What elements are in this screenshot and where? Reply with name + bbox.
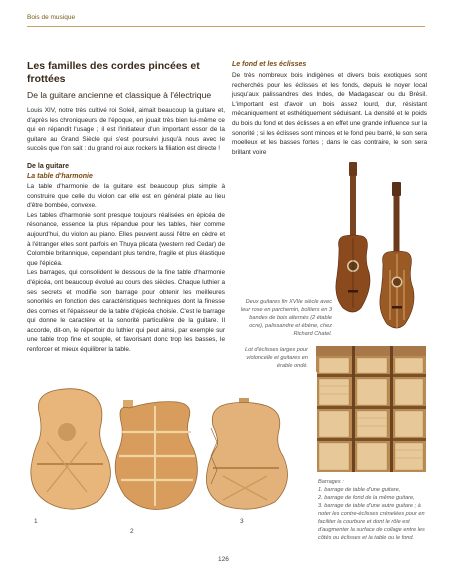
header-rule [27, 26, 425, 27]
page-title: Les familles des cordes pincées et frottées [27, 60, 200, 85]
figure-number-1: 1 [34, 518, 38, 525]
caption-barrages [318, 478, 430, 542]
barrages-item-3: 3. barrage de table d'une autre guitare ; à noter les contre-éclisses crénelées pour en faciliter la courbure et dont le rôle est d'augmenter la surface de collage entre les côtés ou éclisses et la table ou le fond. [318, 503, 425, 541]
body-3-top [206, 398, 287, 509]
page-subtitle: De la guitare ancienne et classique à l'électrique [27, 90, 212, 100]
body-1-top [31, 389, 111, 510]
paragraph-2: Les tables d'harmonie sont presque toujours réalisées en épicéa de résonance, essence la plus répandue pour les tables, hier comme aujourd'hui, du violon au piano. Elles peuvent aussi l'être en cèdre et à l'étranger elles sont parfois en Thuya plicata (western red Cedar) de Colombie britannique, cependant plus tendre, fragile et plus élastique que l'épicéa. [27, 211, 225, 267]
paragraph-3: Les barrages, qui consolident le dessous de la fine table d'harmonie d'épicéa, ont beaucoup évolué au cours des siècles. Chaque luthier a ses secrets et modifie son barrage pour obtenir les meilleures sonorités en fonction des caractéristiques techniques dont la finesse des cornes et l'épaisseur de la table d'épicéa choisie. C'est le barrage qui donne le caractère et la sonorité particulière de la guitare. Il accorde, dit-on, le répertoir du luthier qui peut ainsi, par exemple sur une table trop fine et souple, et favorisant donc trop les basses, le renforcer et mieux équilibrer la table. [27, 269, 225, 354]
barrages-title: Barrages : [318, 479, 344, 485]
barrages-item-1: 1. barrage de table d'une guitare, [318, 487, 401, 493]
bracing-photo [27, 372, 317, 514]
caption-eclisses: Lot d'éclisses larges pour violoncelle et guitares en érable ondé. [245, 347, 308, 369]
left-column [27, 60, 225, 355]
right-subtitle: Le fond et les éclisses [232, 61, 307, 68]
right-paragraph: De très nombreux bois indigènes et divers bois exotiques sont recherchés pour les éclisses et les fonds, depuis le noyer local jusqu'aux palissandres des Indes, de Madagascar ou du Brésil. L'important est d'avoir un bois assez lourd, dur, résistant mécaniquement et esthétiquement séduisant. La densité et le poids du bois du fond et des éclisses a en effet une grande influence sur la sonorité ; si les éclisses sont minces et le fond peu barré, le son sera moelleux et les basses fortes ; dans le cas contraire, le son sera brillant voire [232, 72, 428, 156]
body-2-back [115, 400, 197, 510]
paragraph-1: La table d'harmonie de la guitare est beaucoup plus simple à construire que celle du violon car elle est en général plate au lieu d'être bombée, convexe. [27, 182, 225, 210]
barrages-item-2: 2. barrage de fond de la même guitare, [318, 495, 415, 501]
page-number: 126 [218, 556, 229, 563]
figure-number-2: 2 [130, 528, 134, 535]
intro-paragraph: Louis XIV, notre très cultivé roi Soleil, aimait beaucoup la guitare et, d'après les chroniqueurs de l'époque, en jouait très bien lui-même ce qui en répandit l'usage ; il est l'initiateur d'un important essor de la guitare au Grand Siècle qui s'est poursuivi jusqu'à nous avec le succès que l'on sait : du grand roi aux rockers la filiation est directe ! [27, 107, 225, 153]
baroque-guitars-photo [335, 158, 430, 338]
right-column [232, 60, 427, 157]
caption-guitars: Deux guitares fin XVIIe siècle avec leur rose en parchemin, boîtiers en 3 bandes de bois alternés (2 étable ocre), palissandre et ébène, chez Richard Chatel. [240, 299, 332, 337]
section-subtitle: La table d'harmonie [27, 172, 93, 180]
figure-number-3: 3 [240, 518, 244, 525]
running-head: Bois de musique [27, 14, 76, 21]
section-title: De la guitare [27, 162, 70, 170]
eclisses-shelf-photo [316, 346, 426, 472]
